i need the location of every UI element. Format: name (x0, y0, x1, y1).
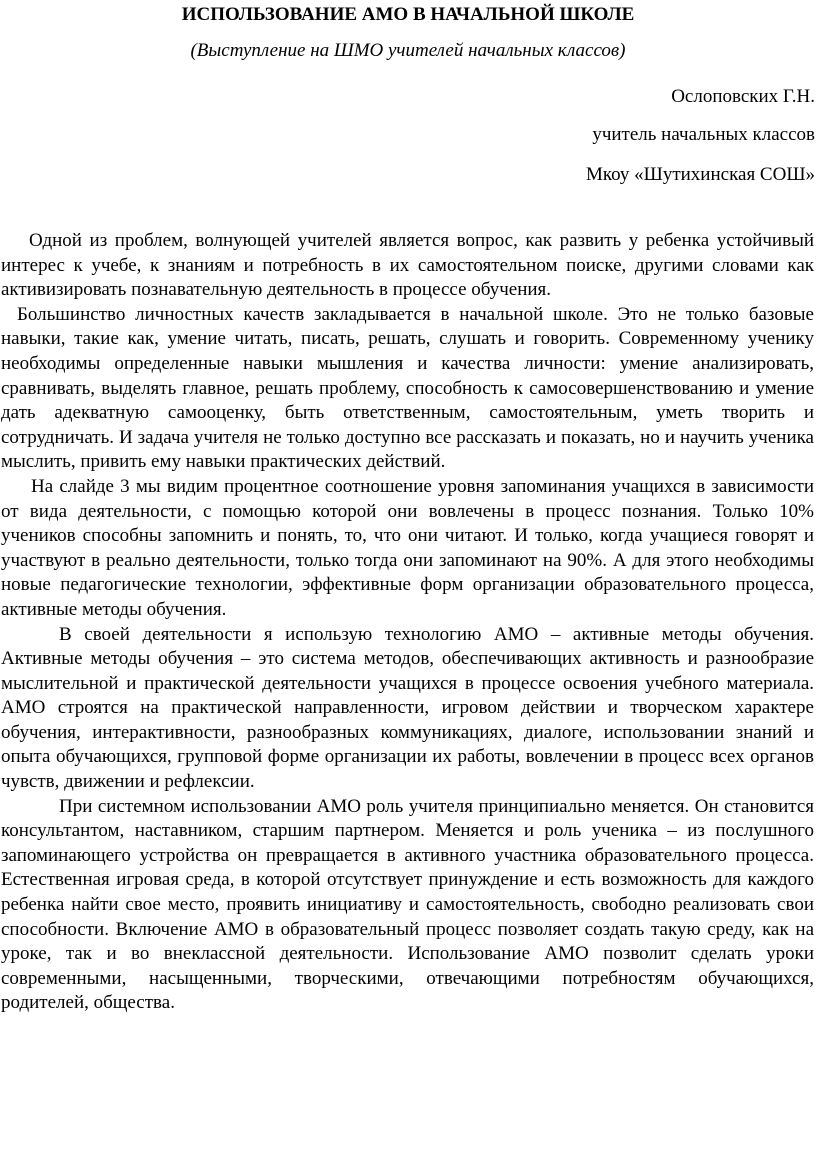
school-name: Мкоу «Шутихинская СОШ» (585, 164, 815, 185)
paragraph: Большинство личностных качеств закладывается в начальной школе. Это не только базовые навыки, такие как, умение читать, писать, решать, слушать и говорить. Современному ученику необходимы определенные навыки мышления и качества личности: умение анализировать, сравнивать, выделять главное, решать проблему, способность к самосовершенствованию и умение дать адекватную самооценку, быть ответственным, самостоятельным, уметь творить и сотрудничать. И задача учителя не только доступно все рассказать и показать, но и научить ученика мыслить, привить ему навыки практических действий. (1, 303, 814, 473)
author-position: учитель начальных классов (592, 124, 815, 145)
document-body (1, 229, 814, 1016)
document-title: ИСПОЛЬЗОВАНИЕ АМО В НАЧАЛЬНОЙ ШКОЛЕ (181, 4, 635, 25)
paragraph: Одной из проблем, волнующей учителей является вопрос, как развить у ребенка устойчивый интерес к учебе, к знаниям и потребность в их самостоятельном поиске, другими словами как активизировать познавательную деятельность в процессе обучения. (1, 230, 814, 301)
paragraph: В своей деятельности я использую технологию АМО – активные методы обучения. Активные методы обучения – это система методов, обеспечивающих активность и разнообразие мыслительной и практической деятельности учащихся в процессе освоения учебного материала. АМО строятся на практической направленности, игровом действии и творческом характере обучения, интерактивности, разнообразных коммуникациях, диалоге, использовании знаний и опыта обучающихся, групповой форме организации их работы, вовлечении в процесс всех органов чувств, движении и рефлексии. (1, 623, 814, 793)
document-subtitle: (Выступление на ШМО учителей начальных классов) (190, 40, 626, 61)
author-name: Ослоповских Г.Н. (671, 86, 815, 107)
paragraph: На слайде 3 мы видим процентное соотношение уровня запоминания учащихся в зависимости от вида деятельности, с помощью которой они вовлечены в процесс познания. Только 10% учеников способны запомнить и понять, то, что они читают. И только, когда учащиеся говорят и участвуют в реально деятельности, только тогда они запоминают на 90%. А для этого необходимы новые педагогические технологии, эффективные форм организации образовательного процесса, активные методы обучения. (1, 475, 814, 620)
paragraph: При системном использовании АМО роль учителя принципиально меняется. Он становится консультантом, наставником, старшим партнером. Меняется и роль ученика – из послушного запоминающего устройства он превращается в активного участника образовательного процесса. Естественная игровая среда, в которой отсутствует принуждение и есть возможность для каждого ребенка найти свое место, проявить инициативу и самостоятельность, свободно реализовать свои способности. Включение АМО в образовательный процесс позволяет создать такую среду, как на уроке, так и во внеклассной деятельности. Использование АМО позволит сделать уроки современными, насыщенными, творческими, отвечающими потребностям обучающихся, родителей, общества. (1, 795, 814, 1014)
